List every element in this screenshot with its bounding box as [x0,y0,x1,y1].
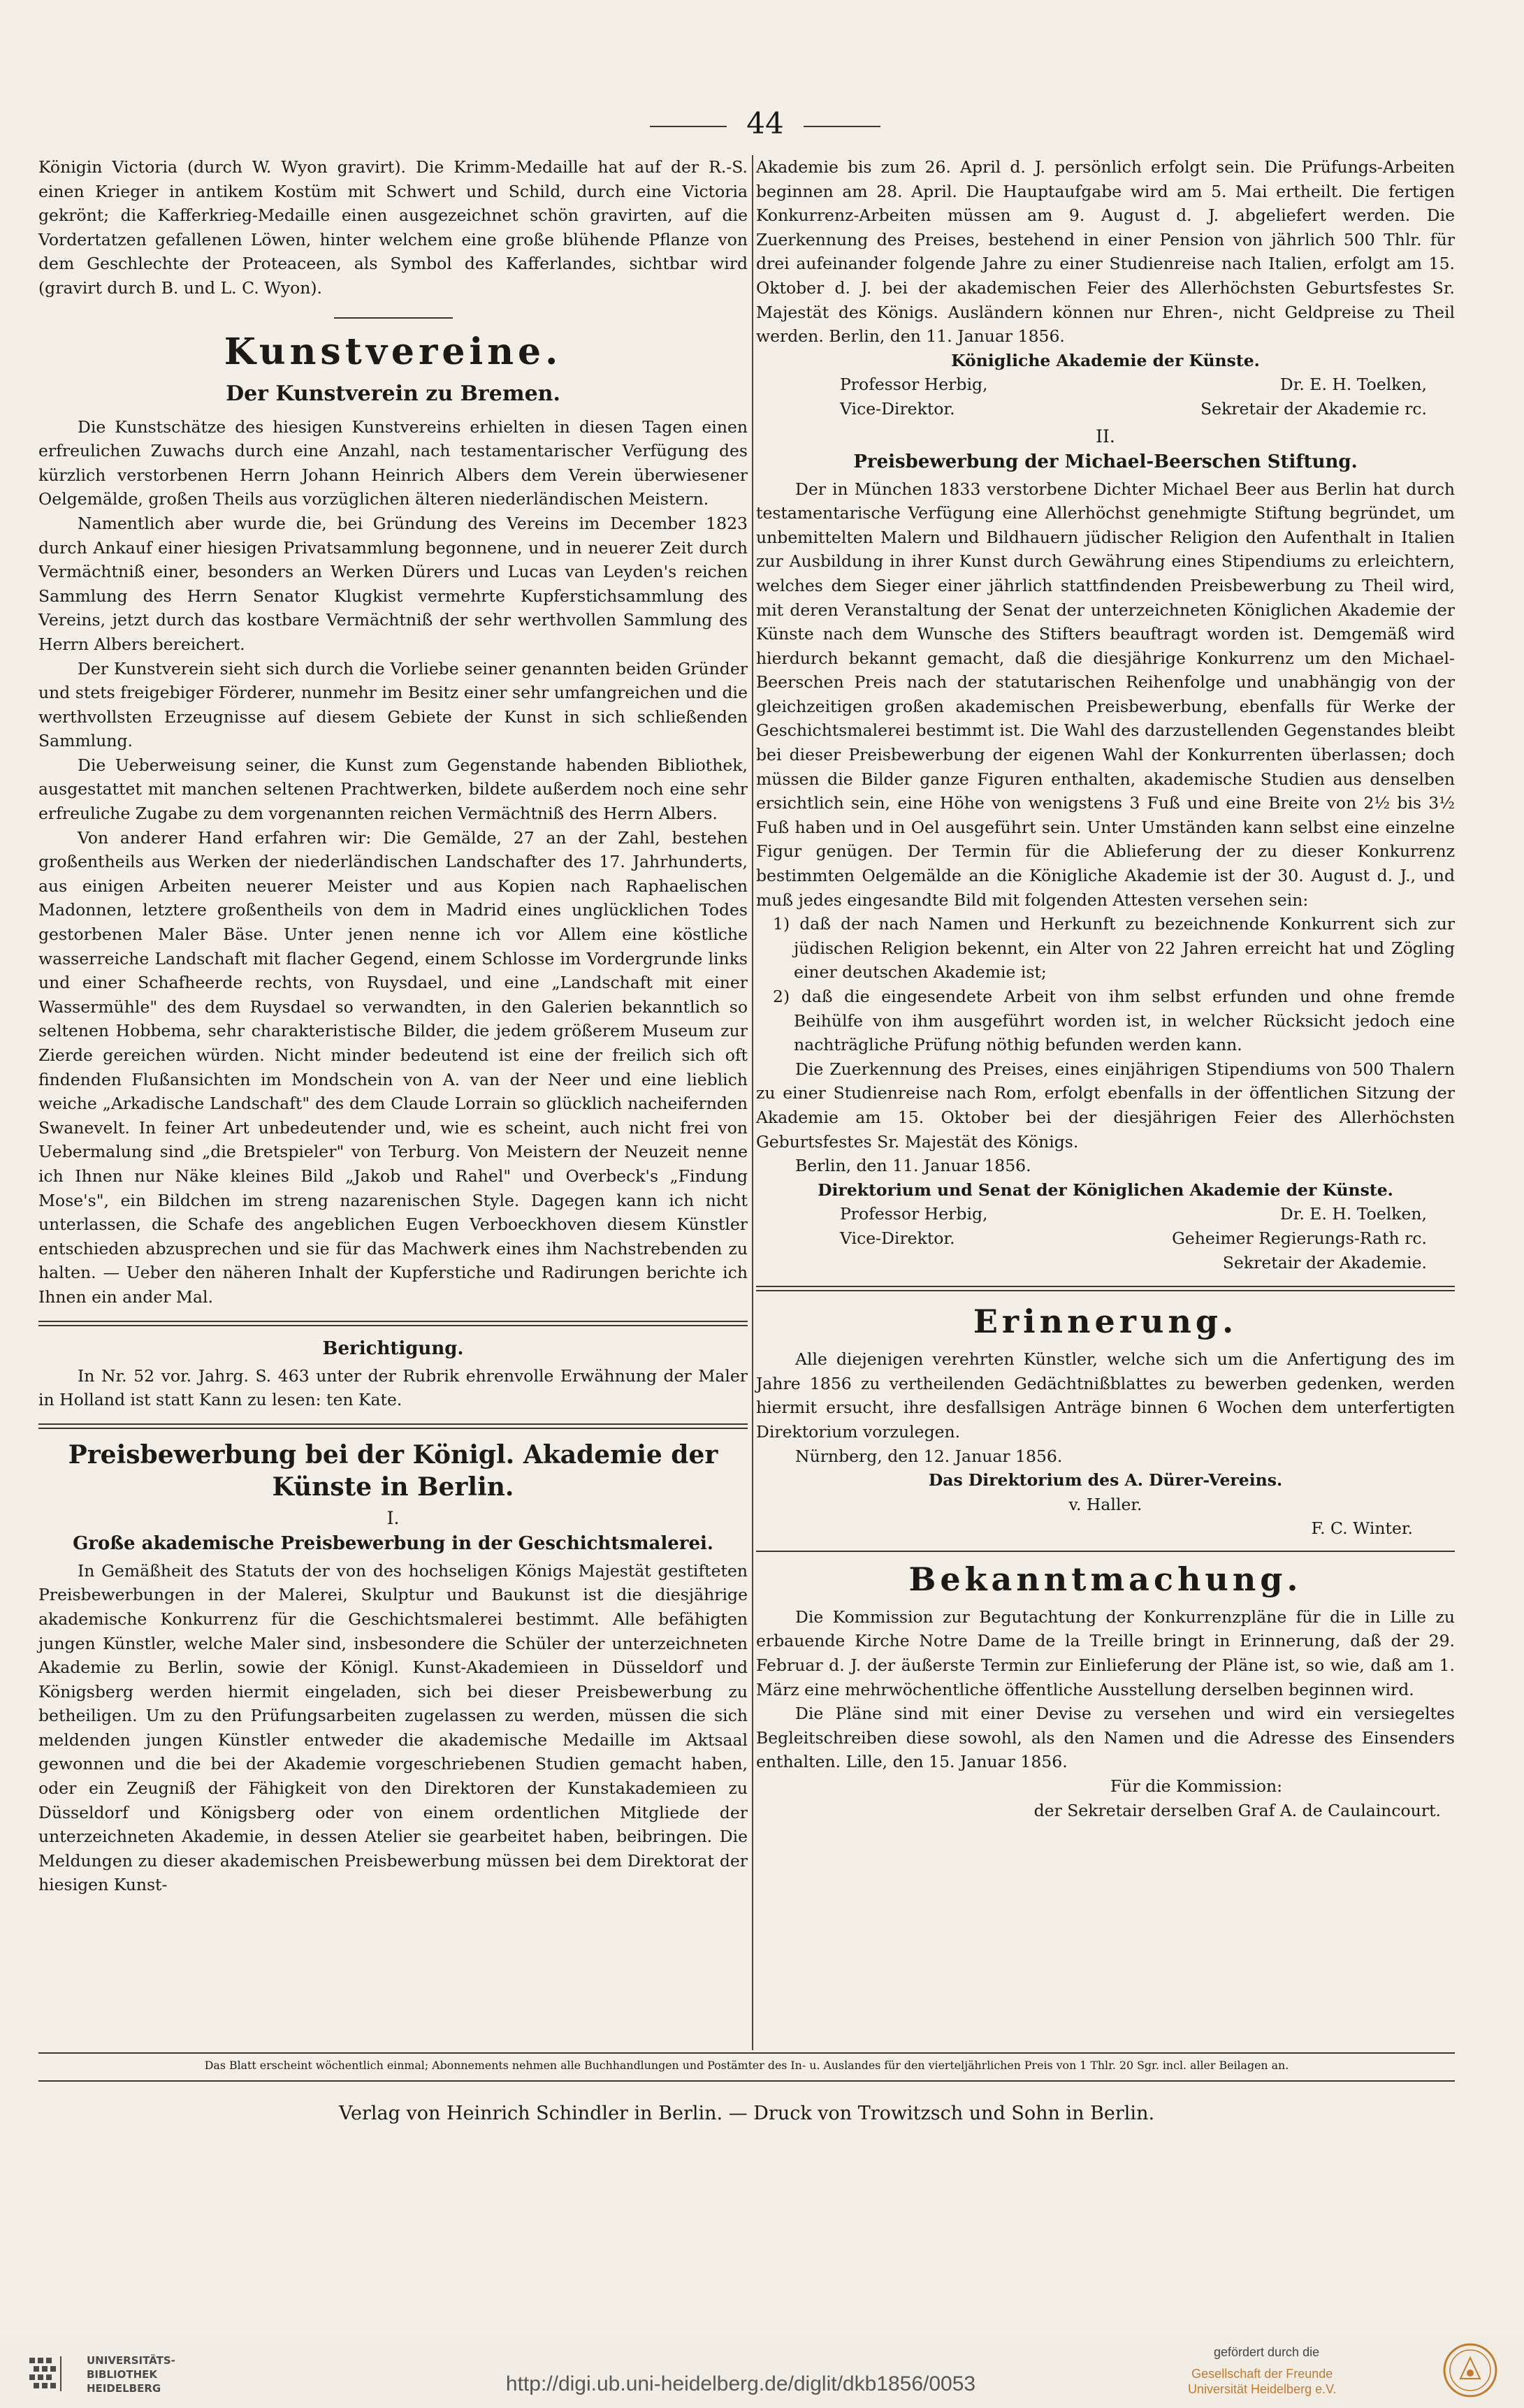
sponsor-label: gefördert durch die [1214,2345,1320,2359]
erinnerung-signature: Das Direktorium des A. Dürer-Vereins. [928,1470,1283,1491]
section-divider [334,317,453,319]
signature-right: Dr. E. H. Toelken, [1279,1204,1427,1224]
bekanntmachung-signature-name: der Sekretair derselben Graf A. de Caulaincourt. [1033,1800,1441,1820]
bremen-paragraph-4: Die Ueberweisung seiner, die Kunst zum Gegenstande habenden Bibliothek, ausgestattet mit manchen seltenen Prachtwerken, bildete außerdem noch eine sehr erfreuliche Zugabe zu dem vorgenannten reichen Vermächtniß des Herrn Albers. [38,755,748,824]
beer-date: Berlin, den 11. Januar 1856. [795,1156,1031,1176]
signature-row [756,397,1455,421]
signature-left: Vice-Direktor. [840,398,955,419]
university-library-logo-icon [28,2353,77,2394]
signature-right: Geheimer Regierungs-Rath rc. [1172,1228,1427,1248]
bekanntmachung-paragraph-2: Die Pläne sind mit einer Devise zu versehen und wird ein versiegeltes Begleitschreiben diese sowohl, als den Namen und die Adresse des Einsenders enthalten. Lille, den 15. Januar 1856. [756,1704,1455,1772]
beer-stiftung-title: Preisbewerbung der Michael-Beerschen Stiftung. [853,451,1358,472]
preisbewerbung-paragraph: In Gemäßheit des Statuts der von des hochseligen Königs Majestät gestifteten Preisbewerbungen in der Malerei, Skulptur und Baukunst ist die diesjährige akademische Konkurrenz für die Geschichtsmalerei bestimmt. Alle befähigten jungen Künstler, welche Maler sind, insbesondere die Schüler der unterzeichneten Akademie zu Berlin, sowie der Königl. Kunst-Akademieen in Düsseldorf und Königsberg werden hiermit eingeladen, sich bei dieser Preisbewerbung zu betheiligen. Um zu den Prüfungsarbeiten zugelassen zu werden, müssen die sich meldenden jungen Künstler entweder die akademische Medaille im Aktsaal gewonnen und die bei der Akademie vorgeschriebenen Studien gemacht haben, oder ein Zeugniß der Fähigkeit von den Direktoren der Kunstakademieen zu Düsseldorf und Königsberg oder von einem ordentlichen Mitgliede der unterzeichneten Akademie, in dessen Atelier sie gearbeitet haben, beibringen. Die Meldungen zu dieser akademischen Preisbewerbung müssen bei dem Direktorat der hiesigen Kunst- [38,1560,748,1895]
erinnerung-title: Erinnerung. [973,1303,1238,1341]
attest-item: 2) daß die eingesendete Arbeit von ihm selbst erfunden und ohne fremde Beihülfe von ihm ausgeführt worden ist, in welcher Rücksicht jedoch eine nachträgliche Prüfung nöthig befunden werden kann. [773,987,1455,1055]
attest-list [756,912,1455,1057]
signature-left: Professor Herbig, [840,1204,988,1224]
section-title-kunstvereine: Kunstvereine. [224,330,563,373]
library-name-line: BIBLIOTHEK [87,2368,157,2381]
signature-row [756,372,1455,397]
attest-item: 1) daß der nach Namen und Herkunft zu bezeichnende Konkurrent sich zur jüdischen Religion bekennt, ein Alter von 22 Jahren erreicht hat und Zögling einer deutschen Akademie ist; [773,914,1455,982]
library-name [87,2353,175,2395]
direktorium-signature-title: Direktorium und Senat der Königlichen Akademie der Künste. [818,1180,1393,1200]
page-header [650,106,880,148]
erinnerung-paragraph: Alle diejenigen verehrten Künstler, welche sich um die Anfertigung des im Jahre 1856 zu vertheilenden Gedächtnißblattes zu bewerben gedenken, werden hiermit ersucht, ihre desfallsigen Anträge binnen 6 Wochen dem unterfertigten Direktorium vorzulegen. [756,1349,1455,1442]
signature-left: Professor Herbig, [840,375,988,395]
continued-paragraph: Akademie bis zum 26. April d. J. persönlich erfolgt sein. Die Prüfungs-Arbeiten beginnen am 28. April. Die Hauptaufgabe wird am 5. Mai ertheilt. Die fertigen Konkurrenz-Arbeiten müssen am 9. August d. J. abgeliefert werden. Die Zuerkennung des Preises, bestehend in einer Pension von jährlich 500 Thlr. für drei aufeinander folgende Jahre zu einer Studienreise nach Italien, erfolgt am 15. Oktober d. J. bei der akademischen Feier des Allerhöchsten Geburtsfestes Sr. Majestät des Königs. Ausländern können nur Ehren-, nicht Geldpreise zu Theil werden. Berlin, den 11. Januar 1856. [756,157,1455,347]
berichtigung-text: In Nr. 52 vor. Jahrg. S. 463 unter der Rubrik ehrenvolle Erwähnung der Maler in Holland ist statt Kann zu lesen: ten Kate. [38,1365,748,1410]
double-divider [756,1286,1455,1291]
signature-right: Sekretair der Akademie. [1222,1252,1427,1272]
library-name-line: HEIDELBERG [87,2382,161,2395]
page-number: 44 [746,106,784,140]
signature-row [756,1251,1455,1275]
medal-paragraph: Königin Victoria (durch W. Wyon gravirt). Die Krimm-Medaille hat auf der R.-S. einen Krieger in antikem Kostüm mit Schwert und Schild, durch eine Victoria gekrönt; die Kafferkrieg-Medaille einen ausgezeichnet schön gravirten, auf die Vordertatzen gefallenen Löwen, hinter welchem eine große blühende Pflanze von dem Geschlechte der Proteaceen, als Symbol des Kafferlandes, sichtbar wird (gravirt durch B. und L. C. Wyon). [38,157,748,298]
header-rule-right [804,126,880,127]
erinnerung-signature-name: v. Haller. [1068,1494,1142,1514]
preisbewerbung-title: Preisbewerbung bei der Königl. Akademie der Künste in Berlin. [68,1439,718,1502]
footer-rule [38,2052,1455,2054]
bekanntmachung-signature: Für die Kommission: [1110,1776,1283,1797]
bremen-paragraph-2: Namentlich aber wurde die, bei Gründung des Vereins im December 1823 durch Ankauf einer hiesigen Privatsammlung begonnene, und in neuerer Zeit durch Vermächtniß einer, besonders an Werken Dürers und Lucas van Leyden's reichen Sammlung des Herrn Senator Klugkist vermehrte Kupferstichsammlung des Vereins, jetzt durch das kostbare Vermächtniß der sehr werthvollen Sammlung des Herrn Albers bereichert. [38,513,748,654]
signature-right: Sekretair der Akademie rc. [1200,398,1427,419]
footer-rule [38,2080,1455,2082]
section-roman-i: I. [386,1507,400,1528]
preisbewerbung-subtitle: Große akademische Preisbewerbung in der Geschichtsmalerei. [73,1532,713,1554]
signature-row [756,1226,1455,1251]
permalink-url[interactable]: http://digi.ub.uni-heidelberg.de/diglit/dkb1856/0053 [505,2372,976,2395]
berichtigung-title: Berichtigung. [322,1337,464,1359]
signature-right: Dr. E. H. Toelken, [1279,375,1427,395]
bremen-paragraph-5: Von anderer Hand erfahren wir: Die Gemälde, 27 an der Zahl, bestehen großentheils aus Werken der niederländischen Landschafter des 17. Jahrhunderts, aus einigen Arbeiten neuerer Meister und aus Kopien nach Raphaelischen Madonnen, letztere großentheils von dem in Madrid eines unglücklichen Todes gestorbenen Maler Bäse. Unter jenen nenne ich vor Allem eine köstliche wasserreiche Landschaft mit flacher Gegend, einem Schlosse im Vordergrunde links und einer Schafheerde rechts, von Ruysdael, und eine „Landschaft mit einer Wassermühle" des dem Ruysdael so verwandten, in den Galerien bekanntlich so seltenen Hobbema, sehr charakteristische Bilder, die jedem größerem Museum zur Zierde gereichen würden. Nicht minder bedeutend ist eine der freilich sich oft findenden Flußansichten im Mondschein von A. van der Neer und eine lieblich weiche „Arkadische Landschaft" des dem Claude Lorrain so glücklich nacheifernden Swanevelt. In feiner Art unbedeutender und, wie es scheint, auch nicht frei von Uebermalung sind „die Bretspieler" von Terburg. Von Meistern der Neuzeit nenne ich Ihnen nur Näke kleines Bild „Jakob und Rahel" und Overbeck's „Findung Mose's", ein Bildchen im streng nazarenischen Style. Dagegen kann ich nicht unterlassen, die Schafe des angeblichen Eugen Verboeckhoven diesem Künstler entschieden abzusprechen und sie für das Machwerk eines ihm Nachstrebenden zu halten. — Ueber den näheren Inhalt der Kupferstiche und Radirungen berichte ich Ihnen ein ander Mal. [38,827,748,1307]
signature-row [756,1202,1455,1226]
section-roman-ii: II. [1096,426,1115,447]
bekanntmachung-paragraph-1: Die Kommission zur Begutachtung der Konkurrenzpläne für die in Lille zu erbauende Kirche Notre Dame de la Treille bringt in Erinnerung, daß der 29. Februar d. J. der äußerste Termin zur Einlieferung der Pläne ist, so wie, daß am 1. März eine mehrwöchentliche öffentliche Ausstellung derselben beginnen wird. [756,1606,1455,1699]
sponsor-name-line: Gesellschaft der Freunde [1191,2367,1333,2381]
bremen-paragraph-3: Der Kunstverein sieht sich durch die Vorliebe seiner genannten beiden Gründer und stets freigebiger Förderer, nunmehr im Besitz einer sehr umfangreichen und die werthvollsten Erzeugnisse auf diesem Gebiete der Kunst in sich schließenden Sammlung. [38,658,748,751]
double-divider [38,1321,748,1326]
divider [756,1551,1455,1552]
akademie-signature-title: Königliche Akademie der Künste. [951,350,1260,370]
right-column [756,155,1455,1822]
sponsor-name-line: Universität Heidelberg e.V. [1188,2382,1337,2396]
left-column [38,155,748,1897]
bekanntmachung-title: Bekanntmachung. [908,1560,1302,1598]
sponsor-name [1188,2366,1336,2397]
university-seal-icon [1442,2342,1498,2398]
erinnerung-date: Nürnberg, den 12. Januar 1856. [795,1446,1063,1466]
beer-paragraph-2: Die Zuerkennung des Preises, eines einjährigen Stipendiums von 500 Thalern zu einer Studienreise nach Rom, erfolgt ebenfalls in der öffentlichen Sitzung der Akademie am 15. Oktober bei der diesjährigen Feier des Allerhöchsten Geburtsfestes Sr. Majestät des Königs. [756,1059,1455,1152]
column-divider [752,155,753,2050]
bremen-paragraph-1: Die Kunstschätze des hiesigen Kunstvereins erhielten in diesen Tagen einen erfreulichen Zuwachs durch eine Anzahl, nach testamentarischer Verfügung des kürzlich verstorbenen Herrn Johann Heinrich Albers dem Verein überwiesener Oelgemälde, großen Theils aus vorzüglichen älteren niederländischen Meistern. [38,416,748,509]
double-divider [38,1423,748,1429]
subscription-note: Das Blatt erscheint wöchentlich einmal; Abonnements nehmen alle Buchhandlungen und Postämter des In- u. Auslandes für den vierteljährlichen Preis von 1 Thlr. 20 Sgr. incl. aller Beilagen an. [204,2059,1289,2072]
publisher-line: Verlag von Heinrich Schindler in Berlin. — Druck von Trowitzsch und Sohn in Berlin. [338,2103,1155,2124]
header-rule-left [650,126,727,127]
article-title-bremen: Der Kunstverein zu Bremen. [226,381,560,406]
erinnerung-signature-name: F. C. Winter. [1311,1518,1413,1539]
library-name-line: UNIVERSITÄTS- [87,2354,175,2367]
signature-left: Vice-Direktor. [840,1228,955,1248]
beer-paragraph-1: Der in München 1833 verstorbene Dichter Michael Beer aus Berlin hat durch testamentarische Verfügung eine Allerhöchst genehmigte Stiftung begründet, um unbemittelten Malern und Bildhauern jüdischer Religion den Aufenthalt in Italien zur Ausbildung in ihrer Kunst durch Gewährung eines Stipendiums zu erleichtern, welches dem Sieger einer jährlich stattfindenden Preisbewerbung zu Theil wird, mit deren Veranstaltung der Senat der unterzeichneten Königlichen Akademie der Künste nach dem Wunsche des Stifters beauftragt worden ist. Demgemäß wird hierdurch bekannt gemacht, daß die diesjährige Konkurrenz um den Michael-Beerschen Preis nach der statutarischen Reihenfolge und unabhängig von der gleichzeitigen großen akademischen Preisbewerbung, ebenfalls für Werke der Geschichtsmalerei bestimmt ist. Die Wahl des darzustellenden Gegenstandes bleibt bei dieser Preisbewerbung der eigenen Wahl der Konkurrenten überlassen; doch müssen die Bilder ganze Figuren enthalten, akademische Studien aus denselben ersichtlich sein, eine Höhe von wenigstens 3 Fuß und eine Breite von 2½ bis 3½ Fuß haben und in Oel ausgeführt sein. Unter Umständen kann selbst eine einzelne Figur genügen. Der Termin für die Ablieferung der zu dieser Konkurrenz bestimmten Oelgemälde an die Königliche Akademie ist der 30. August d. J., und muß jedes eingesandte Bild mit folgenden Attesten versehen sein: [756,479,1455,910]
